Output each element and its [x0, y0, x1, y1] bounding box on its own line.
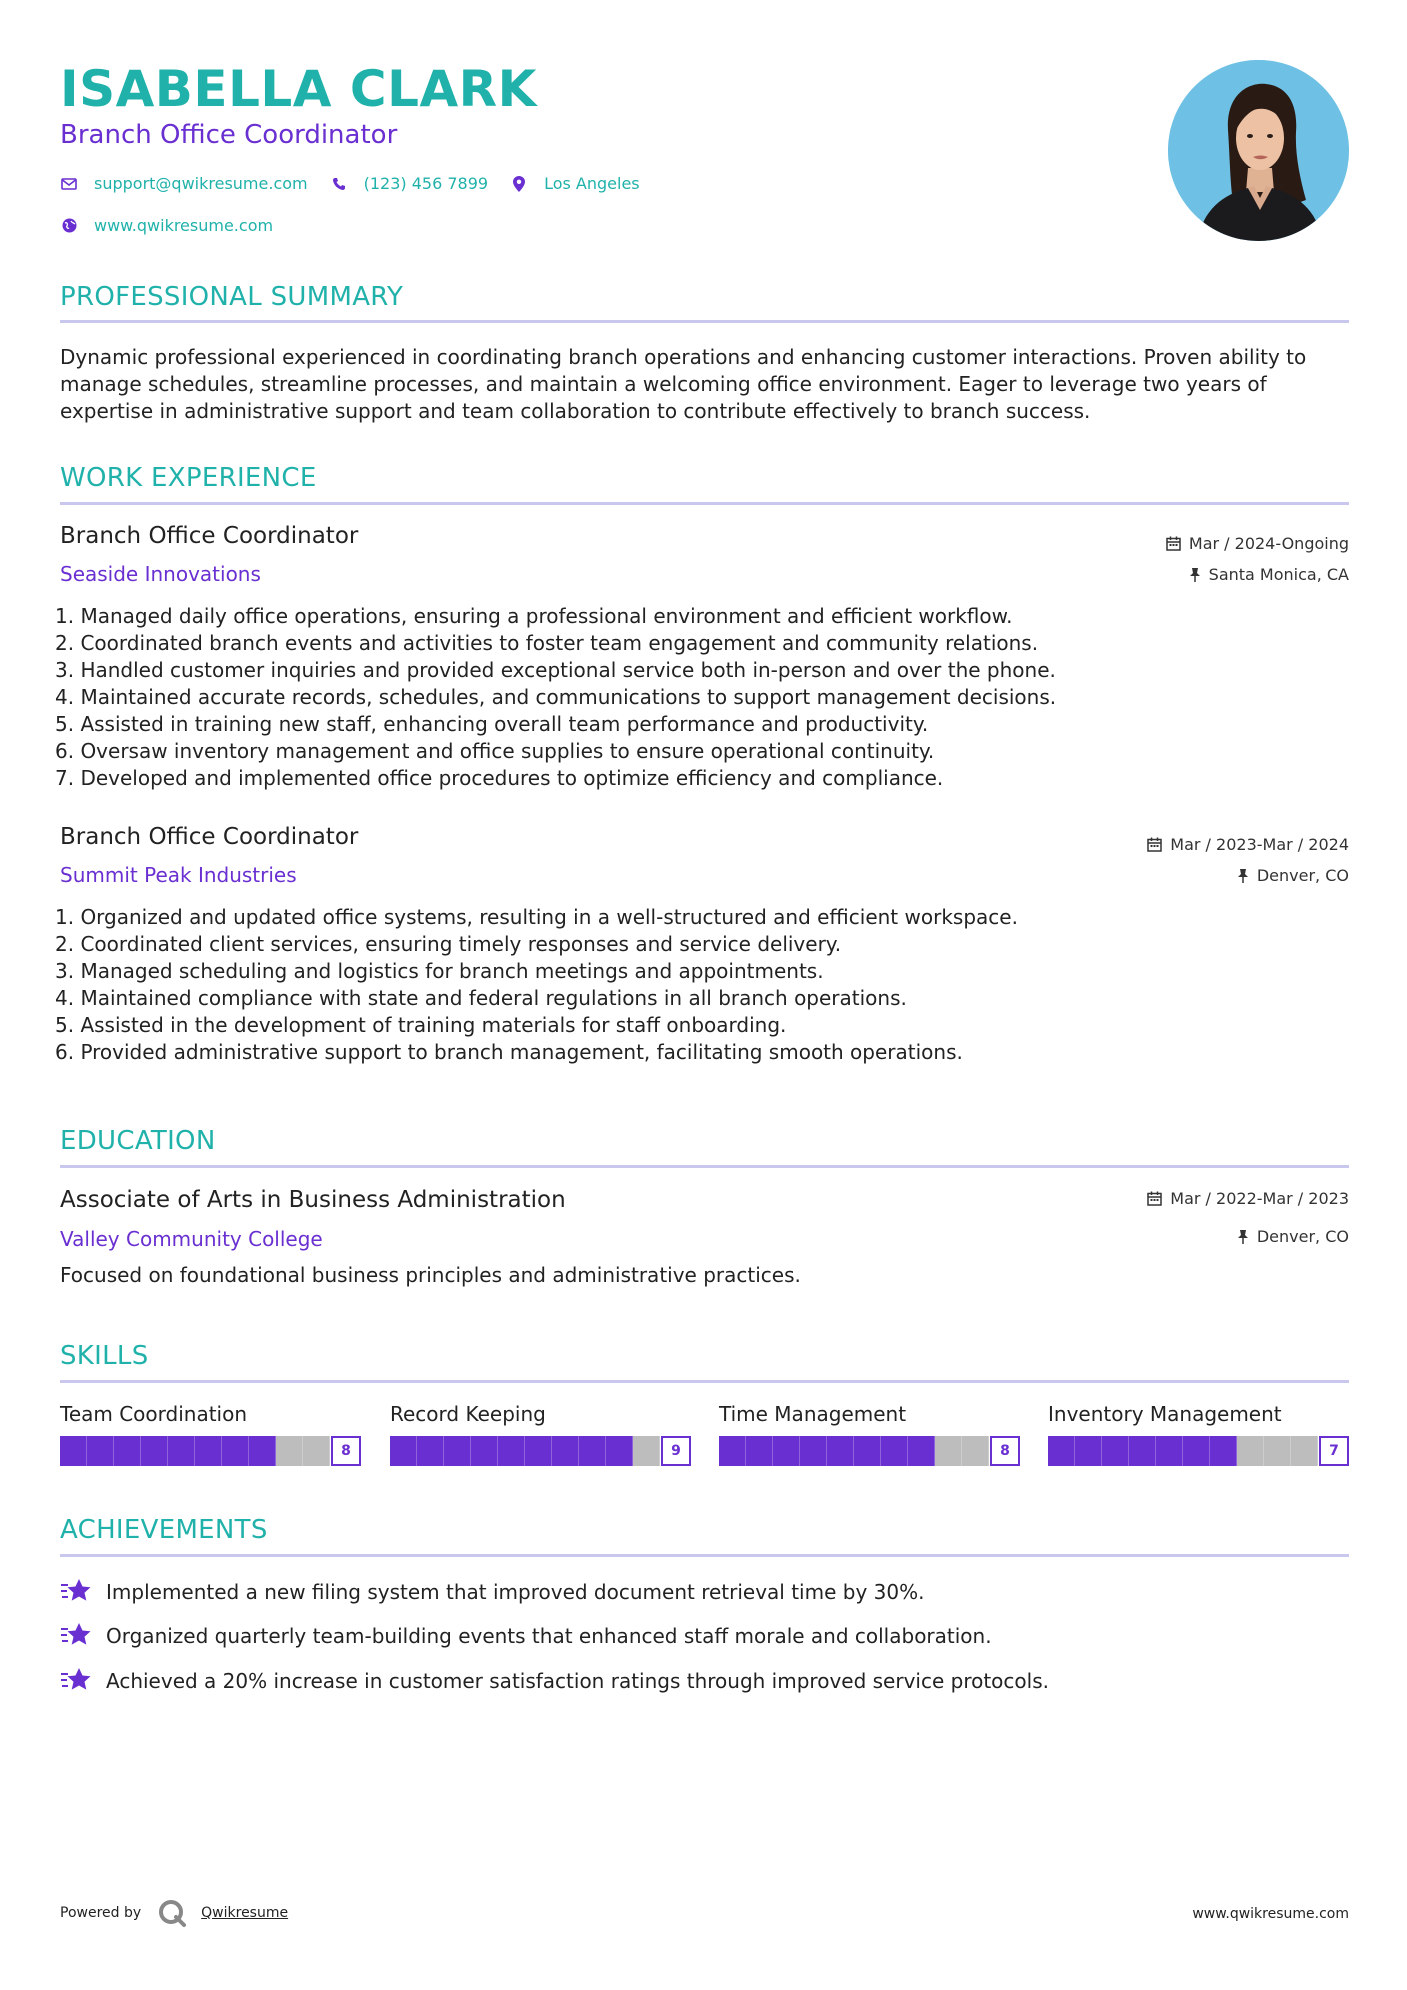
skill-level-segment [114, 1436, 141, 1466]
skill-level-segment [1075, 1436, 1102, 1466]
education-location [1237, 1227, 1349, 1246]
skill-item [390, 1402, 691, 1466]
skill-level-segment [962, 1436, 989, 1466]
skill-level-bar [390, 1436, 691, 1466]
job-location [1189, 565, 1349, 584]
skill-level-segment [195, 1436, 222, 1466]
skill-level-segment [390, 1436, 417, 1466]
calendar-icon [1166, 536, 1181, 551]
section-divider [60, 1380, 1349, 1383]
achievement-item [60, 1620, 992, 1652]
list-item: 2. Coordinated branch events and activities to foster team engagement and community relations. [55, 631, 1039, 655]
star-icon [60, 1665, 92, 1697]
section-title-summary: PROFESSIONAL SUMMARY [60, 282, 404, 312]
skill-level-segment [854, 1436, 881, 1466]
list-item: 5. Assisted in the development of training materials for staff onboarding. [55, 1013, 787, 1037]
section-divider [60, 1554, 1349, 1557]
star-icon [60, 1620, 92, 1652]
skill-level-track [719, 1436, 989, 1466]
skill-score-badge: 8 [331, 1436, 361, 1466]
candidate-role: Branch Office Coordinator [60, 120, 398, 150]
achievement-text: Implemented a new filing system that improved document retrieval time by 30%. [106, 1580, 925, 1604]
job-title: Branch Office Coordinator [60, 523, 359, 549]
skill-level-segment [773, 1436, 800, 1466]
section-divider [60, 502, 1349, 505]
skill-name: Time Management [719, 1402, 907, 1426]
achievement-text: Organized quarterly team-building events that enhanced staff morale and collaboration. [106, 1624, 992, 1648]
skill-item [60, 1402, 361, 1466]
skill-level-segment [168, 1436, 195, 1466]
website-row [60, 216, 295, 235]
skill-level-segment [471, 1436, 498, 1466]
summary-text: Dynamic professional experienced in coordinating branch operations and enhancing customer interactions. Proven ability to manage schedules, streamline processes, and maintain a welcoming office environment. Eager to leverage two years of expertise in administrative support and team collaboration to contribute effectively to branch success. [60, 345, 1307, 423]
section-divider [60, 1165, 1349, 1168]
skill-level-bar [1048, 1436, 1349, 1466]
location-text: Los Angeles [544, 174, 640, 193]
education-dates [1147, 1189, 1349, 1208]
section-divider [60, 320, 1349, 323]
achievement-item [60, 1665, 1049, 1697]
list-item: 6. Provided administrative support to branch management, facilitating smooth operations. [55, 1040, 963, 1064]
skill-score-badge: 9 [661, 1436, 691, 1466]
skill-level-track [60, 1436, 330, 1466]
list-item: 1. Organized and updated office systems, resulting in a well-structured and efficient workspace. [55, 905, 1018, 929]
skill-level-segment [87, 1436, 114, 1466]
skill-name: Team Coordination [60, 1402, 248, 1426]
skill-level-segment [1183, 1436, 1210, 1466]
calendar-icon [1147, 1191, 1162, 1206]
location-pin-icon [510, 175, 528, 193]
skill-level-segment [881, 1436, 908, 1466]
list-item: 6. Oversaw inventory management and office supplies to ensure operational continuity. [55, 739, 935, 763]
skill-level-segment [1210, 1436, 1237, 1466]
skill-level-track [1048, 1436, 1318, 1466]
job-title: Branch Office Coordinator [60, 824, 359, 850]
education-location-text: Denver, CO [1256, 1227, 1349, 1246]
job-dates-text: Mar / 2023-Mar / 2024 [1170, 835, 1349, 854]
job-location [1237, 866, 1349, 885]
footer-website[interactable]: www.qwikresume.com [1192, 1906, 1349, 1922]
phone-number: (123) 456 7899 [363, 174, 489, 193]
section-title-experience: WORK EXPERIENCE [60, 463, 317, 493]
achievement-text: Achieved a 20% increase in customer satisfaction ratings through improved service protocols. [106, 1669, 1049, 1693]
powered-by-label: Powered by [60, 1905, 142, 1921]
calendar-icon [1147, 837, 1162, 852]
skill-item [1048, 1402, 1349, 1466]
email-icon [60, 175, 78, 193]
skill-level-segment [827, 1436, 854, 1466]
skill-level-segment [579, 1436, 606, 1466]
job-bullets [55, 603, 1056, 792]
skill-level-segment [444, 1436, 471, 1466]
education-description: Focused on foundational business principles and administrative practices. [60, 1263, 801, 1287]
skill-level-bar [719, 1436, 1020, 1466]
brand-link[interactable]: Qwikresume [201, 1905, 289, 1921]
job-dates [1147, 835, 1349, 854]
skill-level-segment [1291, 1436, 1318, 1466]
skill-level-segment [1156, 1436, 1183, 1466]
star-icon [60, 1576, 92, 1608]
profile-photo [1168, 60, 1349, 241]
list-item: 7. Developed and implemented office procedures to optimize efficiency and compliance. [55, 766, 944, 790]
qwikresume-logo-icon [157, 1898, 187, 1928]
footer-powered-by [60, 1898, 288, 1928]
company-name: Seaside Innovations [60, 562, 261, 586]
skill-level-segment [525, 1436, 552, 1466]
list-item: 2. Coordinated client services, ensuring timely responses and service delivery. [55, 932, 842, 956]
skill-level-segment [1129, 1436, 1156, 1466]
skill-level-segment [303, 1436, 330, 1466]
skill-level-segment [908, 1436, 935, 1466]
section-title-skills: SKILLS [60, 1341, 149, 1371]
contact-row [60, 174, 662, 193]
candidate-name: ISABELLA CLARK [60, 60, 537, 118]
pushpin-icon [1189, 567, 1201, 582]
job-location-text: Denver, CO [1256, 866, 1349, 885]
skill-level-segment [141, 1436, 168, 1466]
skill-level-segment [935, 1436, 962, 1466]
skill-level-segment [719, 1436, 746, 1466]
list-item: 3. Managed scheduling and logistics for branch meetings and appointments. [55, 959, 824, 983]
pushpin-icon [1237, 1229, 1249, 1244]
skill-level-segment [633, 1436, 660, 1466]
skill-level-segment [276, 1436, 303, 1466]
skill-level-segment [1102, 1436, 1129, 1466]
website-link[interactable]: www.qwikresume.com [94, 216, 274, 235]
skill-score-badge: 8 [990, 1436, 1020, 1466]
skill-level-segment [417, 1436, 444, 1466]
section-title-education: EDUCATION [60, 1126, 216, 1156]
skill-level-segment [746, 1436, 773, 1466]
email-link[interactable]: support@qwikresume.com [94, 174, 308, 193]
job-bullets [55, 904, 1018, 1066]
skill-level-segment [1048, 1436, 1075, 1466]
degree-title: Associate of Arts in Business Administration [60, 1187, 566, 1213]
skill-level-segment [498, 1436, 525, 1466]
skill-level-segment [800, 1436, 827, 1466]
list-item: 4. Maintained compliance with state and federal regulations in all branch operations. [55, 986, 907, 1010]
skill-level-segment [222, 1436, 249, 1466]
skill-level-segment [606, 1436, 633, 1466]
achievement-item [60, 1576, 924, 1608]
skill-name: Inventory Management [1048, 1402, 1282, 1426]
skill-level-segment [1237, 1436, 1264, 1466]
list-item: 5. Assisted in training new staff, enhancing overall team performance and productivity. [55, 712, 929, 736]
company-name: Summit Peak Industries [60, 863, 297, 887]
list-item: 3. Handled customer inquiries and provided exceptional service both in-person and over the phone. [55, 658, 1056, 682]
skill-item [719, 1402, 1020, 1466]
job-dates-text: Mar / 2024-Ongoing [1188, 534, 1349, 553]
phone-icon [330, 175, 348, 193]
job-dates [1166, 534, 1349, 553]
skill-level-bar [60, 1436, 361, 1466]
skill-level-segment [249, 1436, 276, 1466]
education-dates-text: Mar / 2022-Mar / 2023 [1170, 1189, 1349, 1208]
pushpin-icon [1237, 868, 1249, 883]
list-item: 4. Maintained accurate records, schedules, and communications to support management decisions. [55, 685, 1057, 709]
skill-name: Record Keeping [390, 1402, 546, 1426]
list-item: 1. Managed daily office operations, ensuring a professional environment and efficient workflow. [55, 604, 1013, 628]
skill-level-segment [1264, 1436, 1291, 1466]
skill-level-track [390, 1436, 660, 1466]
school-name: Valley Community College [60, 1227, 323, 1251]
section-title-achievements: ACHIEVEMENTS [60, 1515, 268, 1545]
skill-level-segment [552, 1436, 579, 1466]
skill-level-segment [60, 1436, 87, 1466]
skill-score-badge: 7 [1319, 1436, 1349, 1466]
globe-icon [60, 217, 78, 235]
job-location-text: Santa Monica, CA [1208, 565, 1349, 584]
